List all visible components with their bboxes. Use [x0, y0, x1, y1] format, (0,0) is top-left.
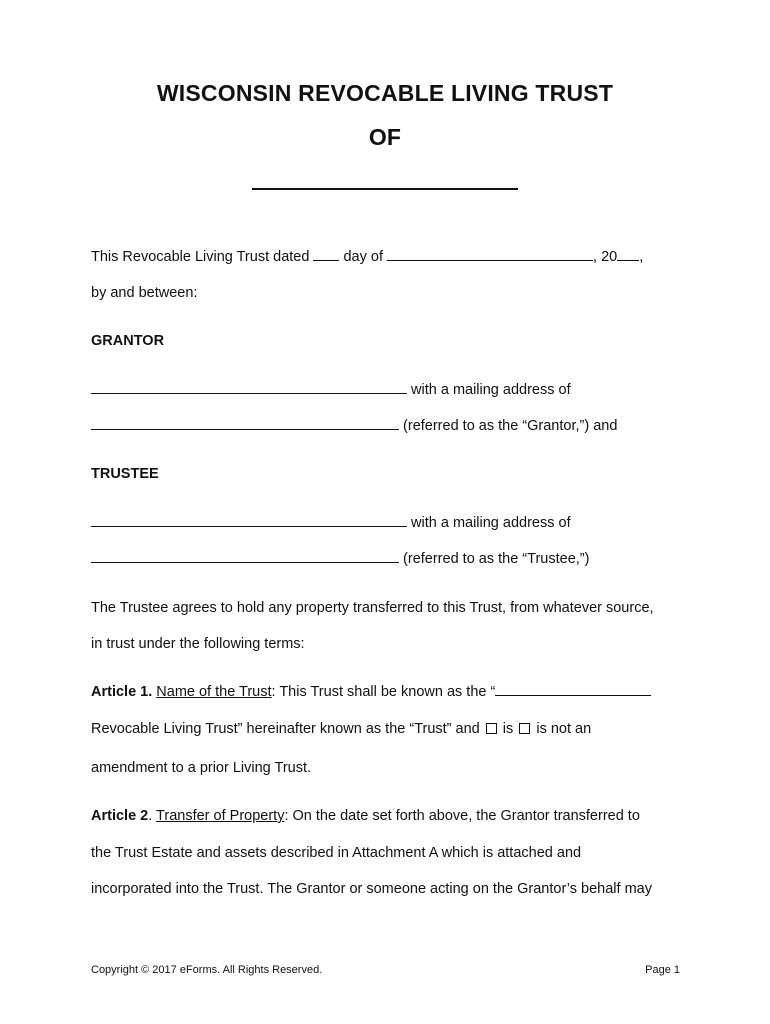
- article-2-line-1: Article 2. Transfer of Property: On the date set forth above, the Grantor transferred to: [91, 808, 640, 824]
- footer-copyright: Copyright © 2017 eForms. All Rights Reserved.: [91, 964, 323, 976]
- agreement-line-2: in trust under the following terms:: [91, 636, 305, 652]
- day-blank[interactable]: [313, 248, 339, 261]
- year-blank[interactable]: [617, 248, 639, 261]
- trustee-address-blank[interactable]: [91, 550, 399, 563]
- grantor-address-line: (referred to as the “Grantor,”) and: [91, 417, 617, 435]
- footer-page-number: Page 1: [645, 964, 680, 976]
- agreement-line-1: The Trustee agrees to hold any property transferred to this Trust, from whatever source,: [91, 600, 654, 616]
- trustee-name-line: with a mailing address of: [91, 514, 571, 532]
- article-1-line-1: Article 1. Name of the Trust: This Trust shall be known as the “: [91, 683, 651, 701]
- article-2-label: Article 2: [91, 808, 149, 824]
- trust-name-field[interactable]: [495, 683, 651, 696]
- intro-by-and-between: by and between:: [91, 285, 198, 301]
- grantor-address-blank[interactable]: [91, 417, 399, 430]
- document-title-of: OF: [368, 124, 402, 150]
- grantor-name-line: with a mailing address of: [91, 381, 571, 399]
- grantor-heading: GRANTOR: [91, 333, 165, 349]
- is-not-checkbox[interactable]: [519, 723, 530, 734]
- article-1-line-3: amendment to a prior Living Trust.: [91, 760, 312, 776]
- document-title: WISCONSIN REVOCABLE LIVING TRUST: [156, 80, 614, 106]
- article-1-line-2: Revocable Living Trust” hereinafter known as the “Trust” and is is not an: [91, 721, 592, 737]
- is-checkbox[interactable]: [486, 723, 497, 734]
- article-2-line-2: the Trust Estate and assets described in Attachment A which is attached and: [91, 845, 582, 861]
- trustee-heading: TRUSTEE: [91, 466, 159, 482]
- article-2-title: Transfer of Property: [156, 808, 285, 824]
- trustee-address-line: (referred to as the “Trustee,”): [91, 550, 589, 568]
- month-blank[interactable]: [387, 248, 593, 261]
- trustee-name-blank[interactable]: [91, 514, 407, 527]
- trust-name-blank[interactable]: [252, 188, 518, 190]
- article-1-title: Name of the Trust: [156, 684, 272, 700]
- article-2-line-3: incorporated into the Trust. The Grantor or someone acting on the Grantor’s behalf may: [91, 881, 652, 897]
- grantor-name-blank[interactable]: [91, 381, 407, 394]
- article-1-label: Article 1.: [91, 684, 153, 700]
- intro-date-line: This Revocable Living Trust dated day of , 20 ,: [91, 249, 644, 265]
